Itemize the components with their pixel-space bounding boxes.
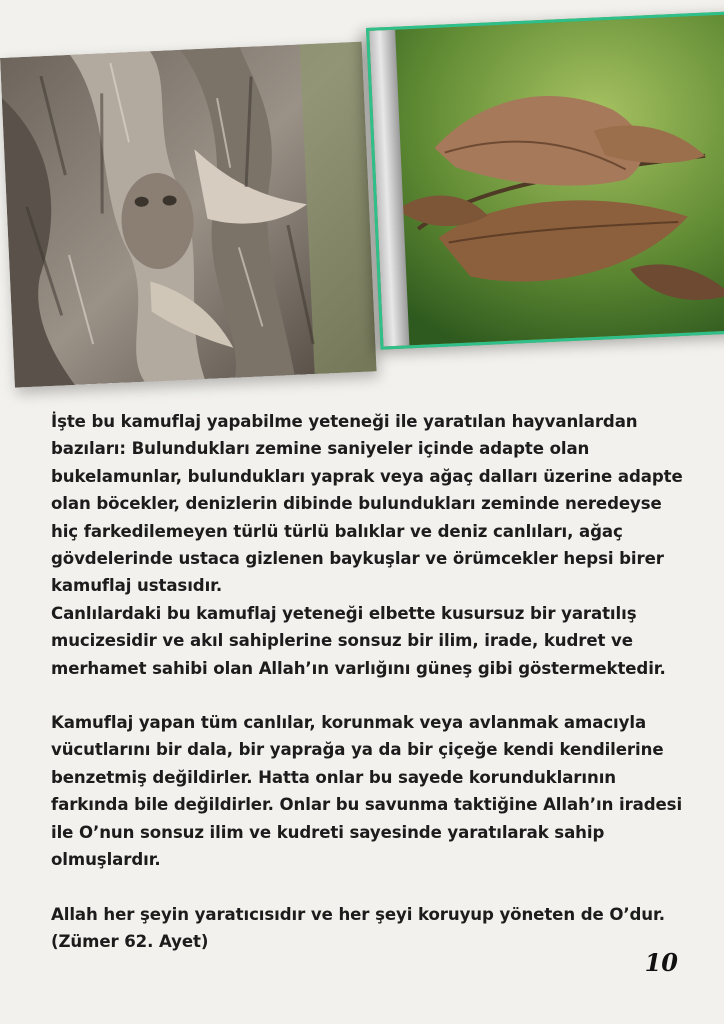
paragraph-camouflage-explanation: Kamuflaj yapan tüm canlılar, korunmak veya avlanmak amacıyla vücutlarını bir dala, bir yaprağa ya da bir çiçeğe kendi kendilerine benzetmiş değildirler. Hatta onlar bu sayede korunduklarının farkında bile değildirler. Onlar bu savunma taktiğine Allah’ın iradesi ile O’nun sonsuz ilim ve kudreti sayesinde yaratılarak sahip olmuşlardır. [51,713,683,870]
paragraph-reference: (Zümer 62. Ayet) [51,931,209,951]
body-text [51,408,691,955]
tree-bark-owl-image [0,42,377,388]
paragraph-camouflage-animals: İşte bu kamuflaj yapabilme yeteneği ile yaratılan hayvanlardan bazıları: Bulundukları zemine saniyeler içinde adapte olan bukelamunlar, bulundukları yaprak veya ağaç dalları üzerine adapte olan böcekler, denizlerin dibinde bulundukları zeminde neredeyse hiç farkedilemeyen türlü türlü balıklar ve deniz canlıları, ağaç gövdelerinde ustaca gizlenen baykuşlar ve örümcekler hepsi birer kamuflaj ustasıdır. [51,412,683,596]
paragraph-quote: Allah her şeyin yaratıcısıdır ve her şeyi koruyup yöneten de O’dur. [51,904,665,924]
leaf-chameleon-image [366,11,724,350]
page-number: 10 [644,948,678,977]
paragraph-creation-miracle: Canlılardaki bu kamuflaj yeteneği elbette kusursuz bir yaratılış mucizesidir ve akıl sahiplerine sonsuz bir ilim, irade, kudret ve merhamet sahibi olan Allah’ın varlığını güneş gibi göstermektedir. [51,603,666,678]
